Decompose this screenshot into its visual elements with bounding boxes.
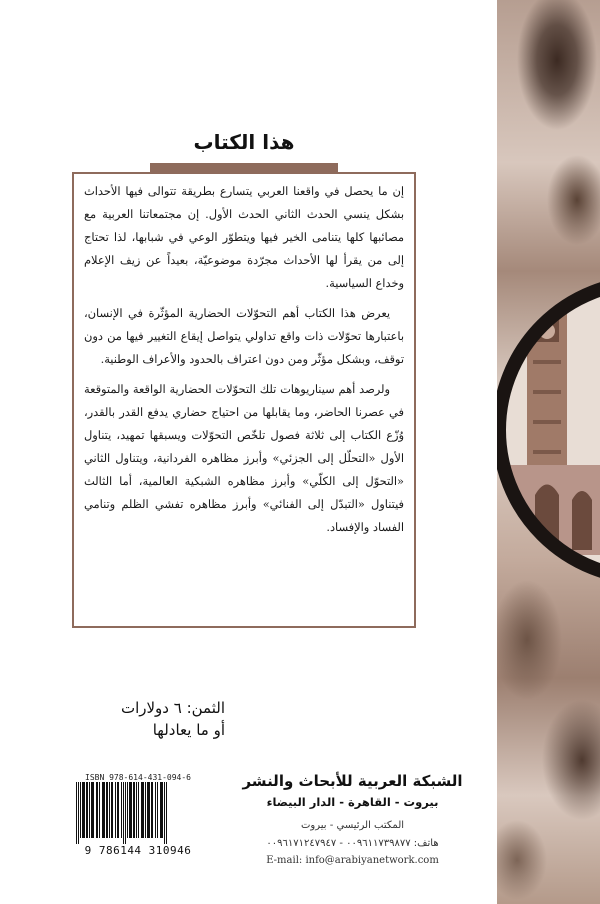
barcode-guard-bar	[125, 782, 126, 844]
barcode-bar	[111, 782, 113, 838]
barcode-bar	[136, 782, 137, 838]
barcode-bars	[72, 782, 204, 844]
barcode-bar	[115, 782, 116, 838]
isbn-label: ISBN 978-614-431-094-6	[85, 773, 191, 782]
section-heading: هذا الكتاب	[193, 130, 295, 154]
barcode-bar	[147, 782, 150, 838]
barcode-bar	[117, 782, 119, 838]
barcode-bar	[109, 782, 110, 838]
barcode-guard-bar	[123, 782, 124, 844]
barcode-bar	[121, 782, 122, 838]
publisher-block	[215, 770, 490, 870]
barcode-bar	[138, 782, 139, 838]
barcode-bar	[89, 782, 90, 838]
price-block	[70, 697, 225, 741]
barcode-bar	[127, 782, 128, 838]
description-paragraph: يعرض هذا الكتاب أهم التحوّلات الحضارية المؤثّرة في الإنسان، باعتبارها تحوّلات ذات واقع تداولي يتواصل إيقاع التغيير فيها من دون توقف، وبشكل مؤثّر ومن دون اعتراف بالحدود والأعراف الوطنية.	[84, 306, 404, 366]
book-description-box	[72, 172, 416, 628]
isbn-number: 9 786144 310946	[84, 844, 192, 857]
barcode-bar	[91, 782, 94, 838]
isbn-barcode	[72, 773, 204, 857]
barcode-bar	[82, 782, 85, 838]
publisher-email: E-mail: info@arabiyanetwork.com	[266, 855, 439, 866]
barcode-bar	[157, 782, 158, 838]
publisher-name: الشبكة العربية للأبحاث والنشر	[242, 772, 463, 790]
barcode-guard-bar	[78, 782, 79, 844]
barcode-bar	[80, 782, 81, 838]
description-paragraph: إن ما يحصل في واقعنا العربي يتسارع بطريقة تتوالى فيها الأحداث بشكل ينسي الحدث الثاني الحدث الأول. إن مجتمعاتنا العربية مع مصائبها كلها يتنامى الخير فيها ويتطوّر الوعي في شبابها، لذا تحتاج إلى من يقرأ لها الأحداث مجرّدة موضوعيّة، بعيداً عن زيف الإعلام وخداع السياسية.	[84, 184, 404, 290]
barcode-bar	[129, 782, 132, 838]
barcode-bar	[133, 782, 135, 838]
description-paragraph: ولرصد أهم سيناريوهات تلك التحوّلات الحضارية الواقعة والمتوقعة في عصرنا الحاضر، وما يقابلها من احتياج حضاري يدفع القدر بالقدر، وُزّع الكتاب إلى ثلاثة فصول تلخّص التحوّلات ويسبقها تمهيد، يتناول الأول «التحلّل إلى الجزئي» وأبرز مظاهره الفردانية، ويتناول الثاني «التحوّل إلى الكلّي» وأبرز مظاهره الشبكية العالمية، أما الثالث فيتناول «التبدّل إلى الفنائي» وأبرز مظاهره تفشي الظلم وتنامي الفساد والإفساد.	[84, 382, 404, 534]
price-line: الثمن: ٦ دولارات	[120, 699, 225, 717]
barcode-bar	[141, 782, 144, 838]
barcode-bar	[99, 782, 100, 838]
barcode-guard-bar	[76, 782, 77, 844]
barcode-bar	[145, 782, 146, 838]
barcode-guard-bar	[164, 782, 165, 844]
publisher-cities: بيروت - القاهرة - الدار البيضاء	[266, 795, 439, 809]
barcode-bar	[155, 782, 156, 838]
barcode-bar	[160, 782, 163, 838]
barcode-bar	[102, 782, 105, 838]
clock-tower-photo	[497, 250, 600, 610]
barcode-guard-bar	[166, 782, 167, 844]
publisher-phone: هاتف: ٠٠٩٦١١٧٣٩٨٧٧ - ٠٠٩٦١٧١٢٤٧٩٤٧	[266, 838, 439, 849]
barcode-bar	[106, 782, 108, 838]
price-equivalent-line: أو ما يعادلها	[152, 721, 225, 739]
barcode-bar	[151, 782, 153, 838]
barcode-bar	[86, 782, 88, 838]
publisher-office: المكتب الرئيسي - بيروت	[300, 820, 405, 831]
barcode-bar	[96, 782, 98, 838]
